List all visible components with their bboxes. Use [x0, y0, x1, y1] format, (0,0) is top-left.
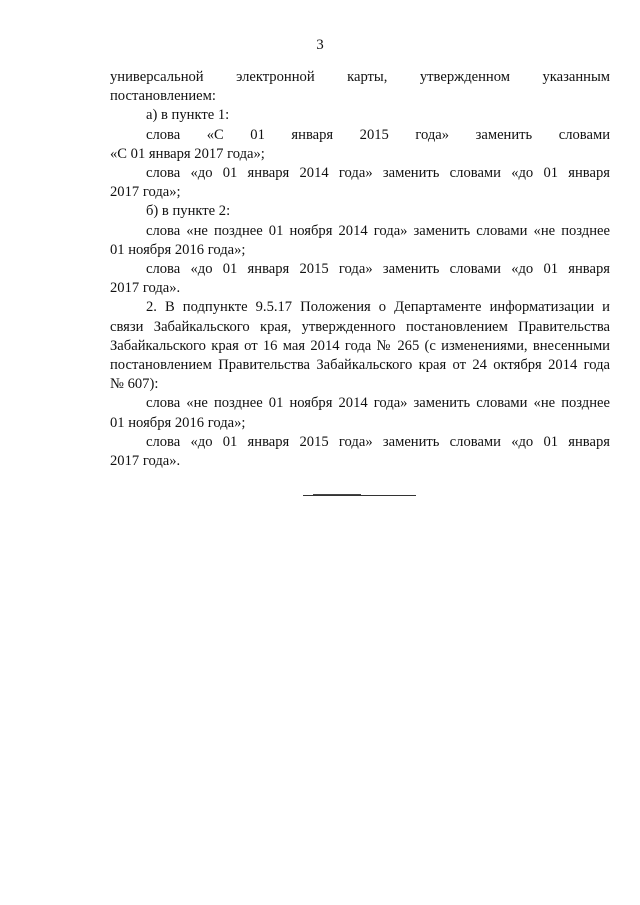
text-line: слова «не позднее 01 ноября 2014 года» заменить словами «не позднее: [146, 395, 610, 412]
text-line: слова «до 01 января 2014 года» заменить словами «до 01 января: [146, 165, 610, 182]
text-line: связи Забайкальского края, утвержденного постановлением Правительства: [110, 318, 610, 335]
text-line: слова «не позднее 01 ноября 2014 года» заменить словами «не позднее: [146, 222, 610, 239]
text-line: постановлением:: [110, 88, 216, 105]
text-line: 2017 года».: [110, 280, 181, 297]
text-line: слова «до 01 января 2015 года» заменить словами «до 01 января: [146, 261, 610, 278]
text-line: а) в пункте 1:: [146, 107, 230, 124]
document-body: [110, 68, 610, 471]
text-line: 2017 года»;: [110, 184, 181, 201]
text-line: № 607):: [110, 376, 159, 393]
text-line: универсальной электронной карты, утвержденном указанным: [110, 69, 610, 85]
text-line: постановлением Правительства Забайкальского края от 24 октября 2014 года: [110, 357, 610, 374]
text-line: б) в пункте 2:: [146, 203, 231, 220]
text-line: 2. В подпункте 9.5.17 Положения о Департаменте информатизации и: [146, 299, 610, 316]
page-number: 3: [316, 37, 324, 53]
text-line: 01 ноября 2016 года»;: [110, 414, 246, 431]
text-line: 01 ноября 2016 года»;: [110, 241, 246, 258]
end-of-text-rule: [303, 495, 416, 496]
text-line: слова «С 01 января 2015 года» заменить словами: [146, 126, 610, 143]
text-line: «С 01 января 2017 года»;: [110, 145, 265, 162]
text-line: 2017 года».: [110, 453, 181, 470]
text-line: слова «до 01 января 2015 года» заменить словами «до 01 января: [146, 433, 610, 450]
text-line: Забайкальского края от 16 мая 2014 года № 265 (с изменениями, внесенными: [110, 337, 610, 354]
